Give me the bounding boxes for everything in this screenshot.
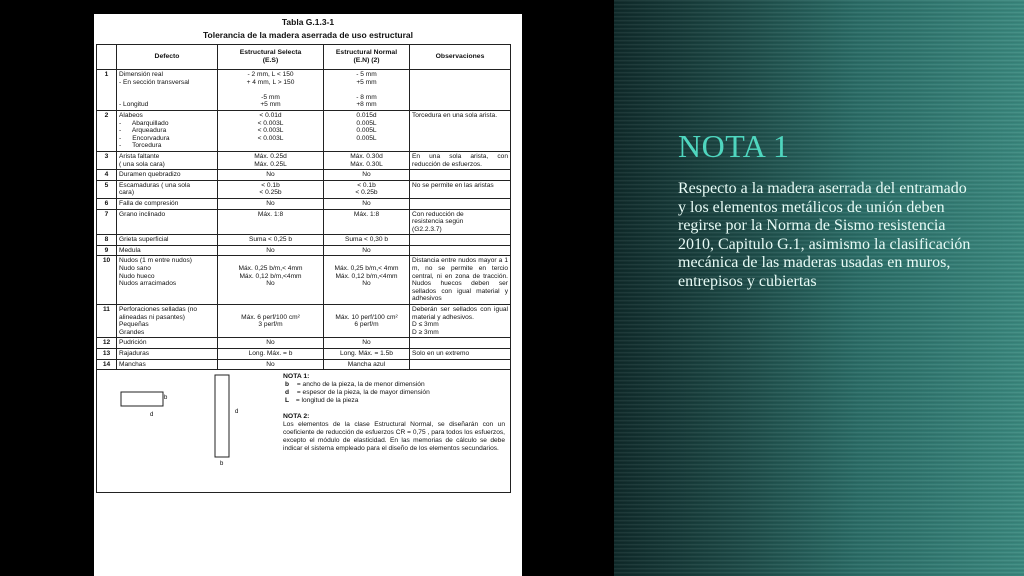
nota2-text: Los elementos de la clase Estructural Normal, se diseñarán con un coeficiente de reducción de esfuerzos CR = 0,75 , para todos los esfuerzos, excepto el módulo de elasticidad. En las memorias de cálculo se debe indicar el sistema empleado para el diseño de los elementos secundarios. [283,421,505,453]
row-observaciones: Con reducción de resistencia según (G2.2.3.7) [410,209,511,235]
header-num [97,45,117,70]
scanned-document [94,14,522,576]
row-en: Mancha azul [324,359,410,370]
doc-subtitle: Tolerancia de la madera aserrada de uso estructural [202,30,414,40]
table-header-row [97,45,511,70]
row-en: - 5 mm +5 mm - 8 mm +8 mm [324,70,410,111]
table-row [97,198,511,209]
diagram-label-d: d [150,412,154,419]
row-en: 0.015d 0.005L 0.005L 0.005L [324,110,410,151]
table-row [97,170,511,181]
row-observaciones: Deberán ser sellados con igual material y adhesivos. D ≤ 3mm D ≥ 3mm [410,305,511,338]
row-en: No [324,170,410,181]
table-row [97,245,511,256]
row-number: 9 [97,245,117,256]
row-observaciones: Torcedura en una sola arista. [410,110,511,151]
row-number: 8 [97,235,117,246]
row-en: Máx. 0.30d Máx. 0.30L [324,151,410,169]
row-es: Suma < 0,25 b [218,235,324,246]
nota1-b: b = ancho de la pieza, la de menor dimensión [285,381,425,389]
row-number: 4 [97,170,117,181]
row-observaciones [410,338,511,349]
row-observaciones [410,245,511,256]
row-es: Máx. 1:8 [218,209,324,235]
row-defecto: Medula [117,245,218,256]
row-en: No [324,338,410,349]
notes-row [97,370,511,493]
row-en: Máx. 0,25 b/m,< 4mm Máx. 0,12 b/m,<4mm No [324,256,410,305]
row-observaciones: Solo en un extremo [410,349,511,360]
row-defecto: Arista faltante ( una sola cara) [117,151,218,169]
table-row [97,338,511,349]
section-diagram [97,370,297,492]
row-es: < 0.01d < 0.003L < 0.003L < 0.003L [218,110,324,151]
row-observaciones [410,359,511,370]
row-es: No [218,338,324,349]
row-es: - 2 mm, L < 150 + 4 mm, L > 150 -5 mm +5 mm [218,70,324,111]
diagram-label-b2: b [220,461,224,468]
nota2-label: NOTA 2: [283,413,310,421]
notes-text [283,373,505,453]
table-row [97,110,511,151]
table-row [97,235,511,246]
table-row [97,256,511,305]
header-obs: Observaciones [410,45,511,70]
row-es: No [218,198,324,209]
notes-area [97,370,510,492]
row-es: No [218,359,324,370]
row-number: 6 [97,198,117,209]
row-observaciones [410,198,511,209]
doc-title: Tabla G.1.3-1 [281,17,335,27]
row-en: Máx. 1:8 [324,209,410,235]
slide-body: Respecto a la madera aserrada del entramado y los elementos metálicos de unión deben regirse por la Norma de Sismo resistencia 2010, Capitulo G.1, asimismo la clasificación mecánica de las maderas usadas en muros, entrepisos y cubiertas [678,180,971,290]
header-en: Estructural Normal (E.N) (2) [324,45,410,70]
table-row [97,180,511,198]
header-defecto: Defecto [117,45,218,70]
table-row [97,349,511,360]
row-number: 3 [97,151,117,169]
nota1-d: d = espesor de la pieza, la de mayor dimensión [285,389,430,397]
row-defecto: Grieta superficial [117,235,218,246]
row-number: 7 [97,209,117,235]
row-observaciones: Distancia entre nudos mayor a 1 m, no se permite en tercio central, ni en zona de tracción. Nudos huecos deben ser sellados con igual material y adhesivos [410,256,511,305]
row-defecto: Pudrición [117,338,218,349]
row-defecto: Nudos (1 m entre nudos) Nudo sano Nudo hueco Nudos arracimados [117,256,218,305]
row-observaciones [410,235,511,246]
row-observaciones: No se permite en las aristas [410,180,511,198]
tolerance-table [96,44,511,493]
row-en: No [324,198,410,209]
row-number: 12 [97,338,117,349]
row-defecto: Perforaciones selladas (no alineadas ni pasantes) Pequeñas Grandes [117,305,218,338]
row-en: No [324,245,410,256]
row-defecto: Falla de compresión [117,198,218,209]
row-en: < 0.1b < 0.25b [324,180,410,198]
row-en: Suma < 0,30 b [324,235,410,246]
row-defecto: Grano inclinado [117,209,218,235]
row-observaciones [410,70,511,111]
row-es: Máx. 0,25 b/m,< 4mm Máx. 0,12 b/m,<4mm No [218,256,324,305]
nota1-label: NOTA 1: [283,373,310,381]
diagram-label-b: b [164,395,168,402]
row-es: No [218,245,324,256]
row-en: Máx. 10 perf/100 cm² 6 perf/m [324,305,410,338]
diagram-label-d2: d [235,409,239,416]
table-row [97,209,511,235]
row-defecto: Duramen quebradizo [117,170,218,181]
row-number: 13 [97,349,117,360]
table-row [97,305,511,338]
row-es: Máx. 6 perf/100 cm² 3 perf/m [218,305,324,338]
row-number: 14 [97,359,117,370]
row-defecto: Manchas [117,359,218,370]
table-row [97,70,511,111]
slide-text-panel [614,0,1024,576]
row-number: 10 [97,256,117,305]
row-es: < 0.1b < 0.25b [218,180,324,198]
row-observaciones [410,170,511,181]
row-observaciones: En una sola arista, con reducción de esfuerzos. [410,151,511,169]
row-defecto: Dimensión real - En sección transversal - Longitud [117,70,218,111]
row-number: 5 [97,180,117,198]
row-es: Máx. 0.25d Máx. 0.25L [218,151,324,169]
row-number: 1 [97,70,117,111]
row-defecto: Rajaduras [117,349,218,360]
row-defecto: Alabeos - Abarquillado - Arqueadura - Encorvadura - Torcedura [117,110,218,151]
row-en: Long. Máx. = 1.5b [324,349,410,360]
row-es: No [218,170,324,181]
row-es: Long. Máx. = b [218,349,324,360]
header-es: Estructural Selecta (E.S) [218,45,324,70]
table-row [97,359,511,370]
nota1-l: L = longitud de la pieza [285,397,359,405]
row-number: 11 [97,305,117,338]
row-number: 2 [97,110,117,151]
slide-title: NOTA 1 [678,128,790,164]
row-defecto: Escamaduras ( una sola cara) [117,180,218,198]
table-row [97,151,511,169]
